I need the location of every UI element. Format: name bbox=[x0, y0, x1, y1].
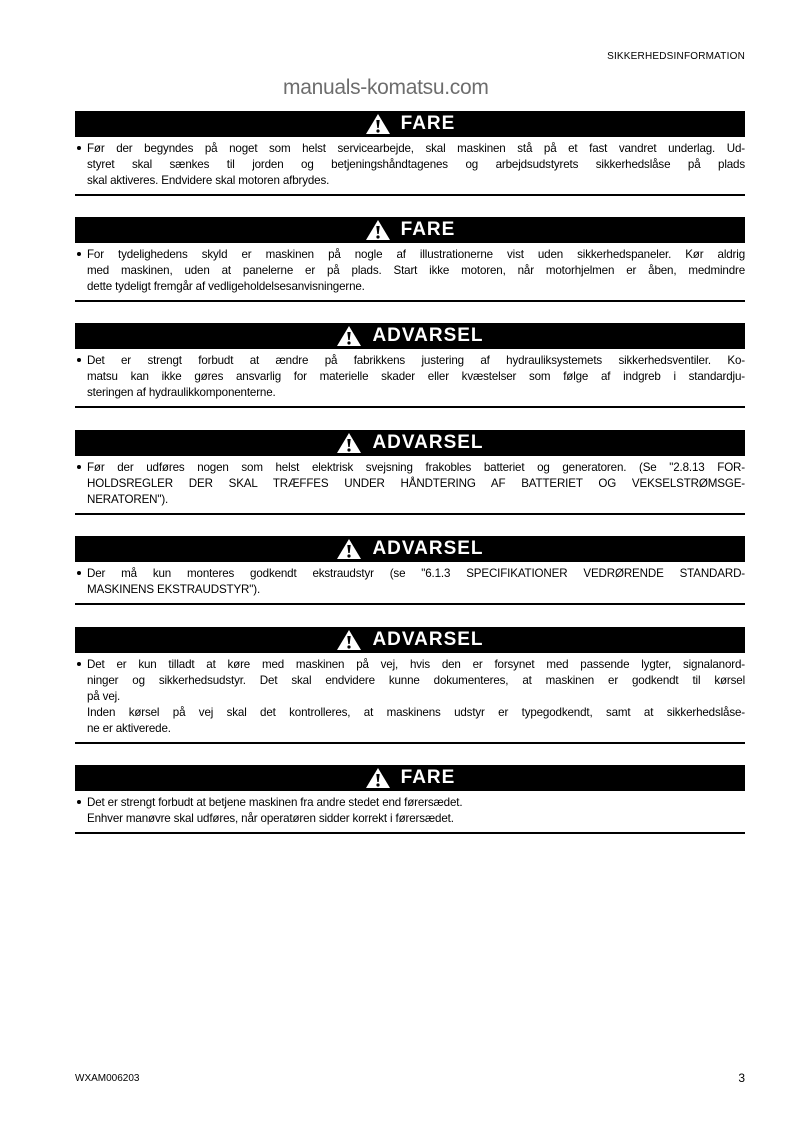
divider bbox=[75, 194, 745, 196]
divider bbox=[75, 603, 745, 605]
notice-text-line: ne er aktiverede. bbox=[87, 722, 171, 735]
safety-notice bbox=[75, 765, 745, 834]
notice-level: ADVARSEL bbox=[372, 629, 484, 650]
notice-banner bbox=[75, 765, 745, 791]
notice-text-line: med maskinen, uden at panelerne er på plads. Start ikke motoren, når motorhjelmen er åben, medmindre bbox=[87, 264, 745, 277]
warning-triangle-icon bbox=[365, 219, 391, 241]
divider bbox=[75, 406, 745, 408]
warning-triangle-icon bbox=[365, 113, 391, 135]
notice-level: FARE bbox=[400, 219, 456, 240]
page-number: 3 bbox=[738, 1071, 745, 1085]
document-id: WXAM006203 bbox=[75, 1073, 140, 1084]
warning-triangle-icon bbox=[336, 629, 362, 651]
bullet-icon bbox=[77, 800, 81, 804]
notice-text-line: Det er strengt forbudt at betjene maskinen fra andre stedet end førersædet. bbox=[87, 796, 463, 809]
notice-level: ADVARSEL bbox=[372, 432, 484, 453]
notice-body bbox=[75, 653, 745, 737]
bullet-icon bbox=[77, 252, 81, 256]
notice-text-line: Det er kun tilladt at køre med maskinen på vej, hvis den er forsynet med passende lygter, signalanord- bbox=[87, 658, 745, 671]
bullet-icon bbox=[77, 146, 81, 150]
bullet-icon bbox=[77, 571, 81, 575]
bullet-icon bbox=[77, 465, 81, 469]
notice-text-line: HOLDSREGLER DER SKAL TRÆFFES UNDER HÅNDTERING AF BATTERIET OG VEKSELSTRØMSGE- bbox=[87, 477, 745, 490]
notice-text-line: Det er strengt forbudt at ændre på fabrikkens justering af hydrauliksystemets sikkerhedsventiler. Ko- bbox=[87, 354, 745, 367]
watermark: manuals-komatsu.com bbox=[283, 76, 489, 99]
notice-body bbox=[75, 349, 745, 401]
notice-text-line: NERATOREN"). bbox=[87, 493, 169, 506]
notice-level: FARE bbox=[400, 767, 456, 788]
notice-banner bbox=[75, 217, 745, 243]
warning-triangle-icon bbox=[336, 325, 362, 347]
notice-body bbox=[75, 562, 745, 598]
divider bbox=[75, 832, 745, 834]
notice-body bbox=[75, 137, 745, 189]
notice-text-line: Enhver manøvre skal udføres, når operatøren sidder korrekt i førersædet. bbox=[87, 812, 454, 825]
notice-level: ADVARSEL bbox=[372, 538, 484, 559]
notice-text-line: ninger og sikkerhedsudstyr. Det skal endvidere kunne dokumenteres, at maskinen er godkendt til kørsel bbox=[87, 674, 745, 687]
notice-text-line: For tydelighedens skyld er maskinen på nogle af illustrationerne vist uden sikkerhedspaneler. Kør aldrig bbox=[87, 248, 745, 261]
divider bbox=[75, 300, 745, 302]
running-header: SIKKERHEDSINFORMATION bbox=[607, 51, 745, 62]
notice-text-line: matsu kan ikke gøres ansvarlig for materielle skader eller kvæstelser som følge af indgreb i standardju- bbox=[87, 370, 745, 383]
notice-body bbox=[75, 456, 745, 508]
notice-body bbox=[75, 243, 745, 295]
notice-banner bbox=[75, 430, 745, 456]
safety-notice bbox=[75, 430, 745, 515]
divider bbox=[75, 513, 745, 515]
safety-notice bbox=[75, 627, 745, 744]
bullet-icon bbox=[77, 358, 81, 362]
notice-banner bbox=[75, 627, 745, 653]
notice-text-line: på vej. bbox=[87, 690, 121, 703]
bullet-icon bbox=[77, 662, 81, 666]
warning-triangle-icon bbox=[365, 767, 391, 789]
notice-body bbox=[75, 791, 745, 827]
safety-notice bbox=[75, 323, 745, 408]
notice-text-line: steringen af hydraulikkomponenterne. bbox=[87, 386, 276, 399]
safety-notice bbox=[75, 111, 745, 196]
notice-level: FARE bbox=[400, 113, 456, 134]
notice-text-line: skal aktiveres. Endvidere skal motoren afbrydes. bbox=[87, 174, 330, 187]
notice-text-line: dette tydeligt fremgår af vedligeholdelsesanvisningerne. bbox=[87, 280, 365, 293]
safety-notice bbox=[75, 536, 745, 605]
safety-notice bbox=[75, 217, 745, 302]
notice-text-line: Inden kørsel på vej skal det kontrolleres, at maskinens udstyr er typegodkendt, samt at sikkerhedslåse- bbox=[87, 706, 745, 719]
notice-text-line: Før der udføres nogen som helst elektrisk svejsning frakobles batteriet og generatoren. (Se "2.8.13 FOR- bbox=[87, 461, 745, 474]
notice-text-line: MASKINENS EKSTRAUDSTYR"). bbox=[87, 583, 261, 596]
notice-text-line: styret skal sænkes til jorden og betjeningshåndtagenes og arbejdsudstyrets sikkerhedslåse på plads bbox=[87, 158, 745, 171]
notice-banner bbox=[75, 323, 745, 349]
notice-banner bbox=[75, 536, 745, 562]
notice-text-line: Før der begyndes på noget som helst servicearbejde, skal maskinen stå på et fast vandret underlag. Ud- bbox=[87, 142, 745, 155]
notice-level: ADVARSEL bbox=[372, 325, 484, 346]
divider bbox=[75, 742, 745, 744]
notice-text-line: Der må kun monteres godkendt ekstraudstyr (se "6.1.3 SPECIFIKATIONER VEDRØRENDE STANDARD- bbox=[87, 567, 745, 580]
notice-banner bbox=[75, 111, 745, 137]
warning-triangle-icon bbox=[336, 538, 362, 560]
warning-triangle-icon bbox=[336, 432, 362, 454]
